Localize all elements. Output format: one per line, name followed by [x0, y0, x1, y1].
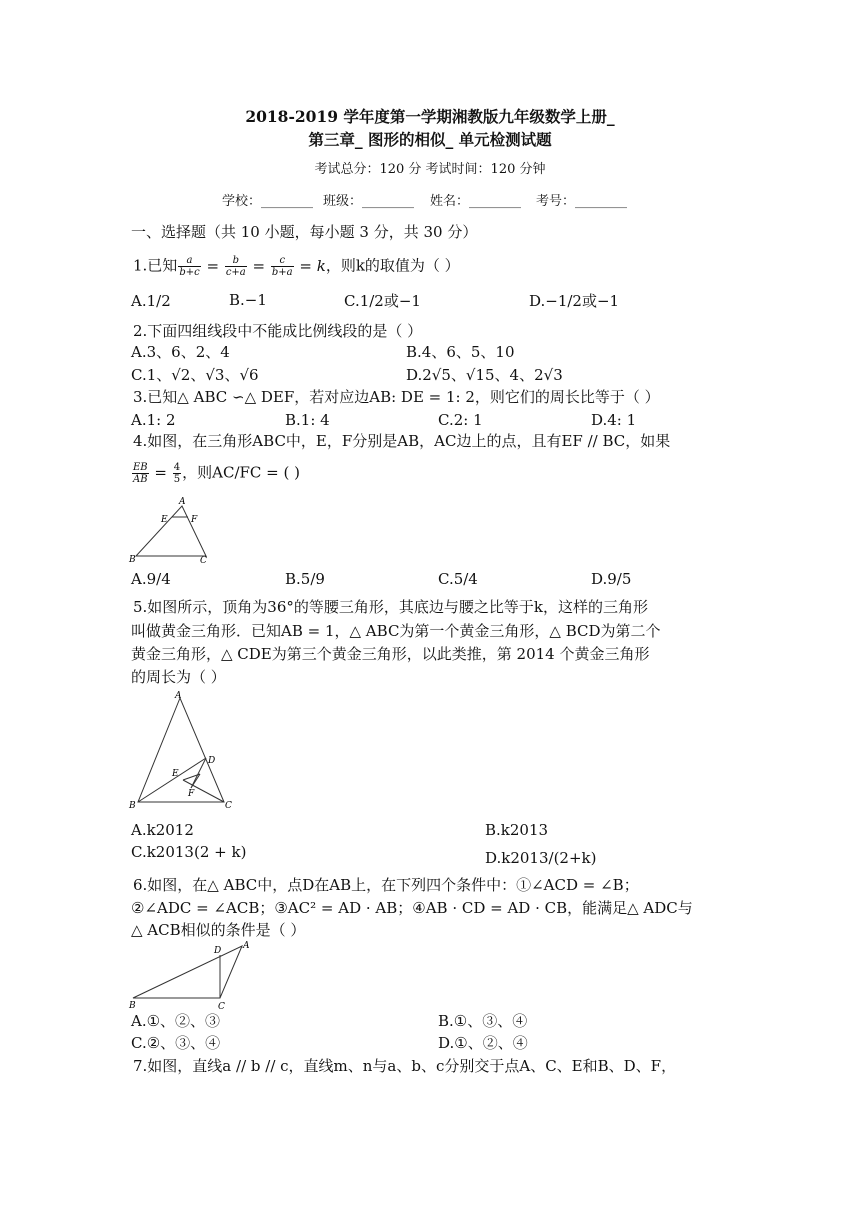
title-line-2: 第三章_ 图形的相似_ 单元检测试题	[308, 130, 552, 149]
q4-tail: ，则AC/FC = ( )	[182, 463, 300, 482]
q2-option-a: A.3、6、2、4	[131, 343, 230, 361]
name-field: 姓名：________	[430, 194, 522, 209]
q5-golden-triangle-figure	[128, 690, 238, 812]
q6-option-a: A.①、②、③	[131, 1012, 221, 1030]
question-6-line-3: △ ACB相似的条件是（ ）	[131, 921, 306, 939]
q5-label-a: A	[175, 691, 182, 701]
q4-formula: $\frac{EB}{AB}$ = $\frac{4}{5}$ ，则AC/FC = ( )	[133, 462, 300, 485]
q6-option-d: D.①、②、④	[438, 1034, 528, 1052]
q2-option-d: D.2√5、√15、4、2√3	[406, 366, 563, 384]
question-6-line-1: 6.如图，在△ ABC中，点D在AB上，在下列四个条件中：①∠ACD = ∠B；	[133, 876, 639, 894]
q4-label-f: F	[191, 515, 198, 525]
q6-label-c: C	[218, 1002, 225, 1010]
question-5-line-4: 的周长为（ ）	[131, 668, 226, 686]
question-1	[133, 255, 460, 278]
q1-prefix: 1.已知	[133, 256, 178, 275]
q2-option-c: C.1、√2、√3、√6	[131, 366, 259, 384]
q4-option-c: C.5/4	[438, 570, 478, 588]
q4-label-e: E	[161, 515, 168, 525]
question-4: 4.如图，在三角形ABC中，E，F分别是AB，AC边上的点，且有EF // BC，如果	[133, 432, 671, 450]
q5-label-c: C	[225, 801, 232, 811]
number-field: 考号：________	[536, 194, 628, 209]
q6-label-b: B	[129, 1001, 136, 1010]
q5-option-d: D.k2013/(2+k)	[485, 849, 597, 867]
q5-label-d: D	[208, 756, 216, 766]
q4-option-a: A.9/4	[131, 570, 171, 588]
q2-option-b: B.4、6、5、10	[406, 343, 515, 361]
q5-option-a: A.k2012	[131, 821, 194, 839]
q4-label-b: B	[129, 555, 136, 565]
q4-option-d: D.9/5	[591, 570, 632, 588]
q4-label-a: A	[179, 497, 186, 507]
q5-label-b: B	[129, 801, 136, 811]
title-line-1: 2018-2019 学年度第一学期湘教版九年级数学上册_	[245, 107, 615, 126]
question-5-line-3: 黄金三角形，△ CDE为第三个黄金三角形，以此类推，第 2014 个黄金三角形	[131, 645, 650, 663]
q6-label-d: D	[214, 946, 222, 956]
exam-info: 考试总分：120 分 考试时间：120 分钟	[314, 162, 546, 177]
q6-option-c: C.②、③、④	[131, 1034, 221, 1052]
class-field: 班级：________	[323, 194, 415, 209]
q4-label-c: C	[200, 556, 207, 566]
q6-triangle-figure	[128, 938, 258, 1010]
q6-option-b: B.①、③、④	[438, 1012, 528, 1030]
q3-option-b: B.1: 4	[285, 411, 330, 429]
q3-option-a: A.1: 2	[131, 411, 176, 429]
q6-label-a: A	[243, 941, 250, 951]
school-field: 学校：________	[222, 194, 314, 209]
question-2: 2.下面四组线段中不能成比例线段的是（ ）	[133, 322, 423, 340]
q1-option-d: D.−1/2或−1	[529, 292, 620, 310]
question-5-line-1: 5.如图所示，顶角为36°的等腰三角形，其底边与腰之比等于k，这样的三角形	[133, 598, 648, 616]
q1-option-a: A.1/2	[131, 292, 171, 310]
q3-option-c: C.2: 1	[438, 411, 483, 429]
question-7-line-1: 7.如图，直线a // b // c，直线m、n与a、b、c分别交于点A、C、E和B、D、F，	[133, 1057, 677, 1075]
question-6-line-2: ②∠ADC = ∠ACB；③AC² = AD · AB；④AB · CD = AD · CB，能满足△ ADC与	[131, 899, 693, 917]
question-3: 3.已知△ ABC ∽△ DEF，若对应边AB: DE = 1: 2，则它们的周长比等于（ ）	[133, 388, 660, 406]
q5-option-c: C.k2013(2 + k)	[131, 843, 247, 861]
q1-tail: ，则k的取值为（ ）	[325, 256, 460, 275]
q5-option-b: B.k2013	[485, 821, 549, 839]
q1-formula: $\frac{a}{b+c}$ = $\frac{b}{c+a}$ = $\frac{c}{b+a}$ = k	[179, 255, 326, 278]
q1-option-b: B.−1	[229, 291, 267, 309]
q5-label-f: F	[188, 789, 195, 799]
q3-option-d: D.4: 1	[591, 411, 637, 429]
section-heading: 一、选择题（共 10 小题，每小题 3 分，共 30 分）	[131, 223, 478, 241]
q4-option-b: B.5/9	[285, 570, 325, 588]
q5-label-e: E	[172, 769, 179, 779]
q4-triangle-figure	[128, 494, 213, 566]
q1-option-c: C.1/2或−1	[344, 292, 421, 310]
question-5-line-2: 叫做黄金三角形．已知AB = 1，△ ABC为第一个黄金三角形，△ BCD为第二个	[131, 622, 661, 640]
